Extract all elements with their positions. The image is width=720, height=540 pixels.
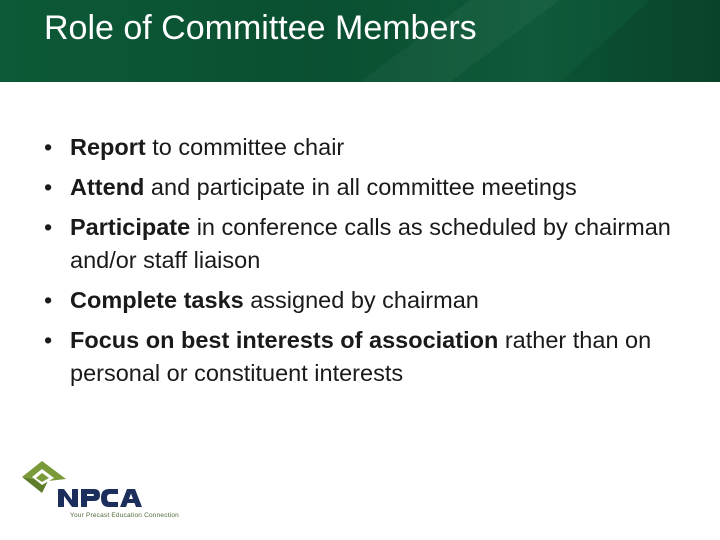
bullet-item — [44, 171, 694, 204]
bullet-bold-text: Participate — [70, 214, 191, 240]
bullet-bold-text: Attend — [70, 174, 145, 200]
logo-tagline: Your Precast Education Connection — [70, 512, 179, 519]
bullet-text: assigned by chairman — [243, 287, 479, 313]
bullet-item — [44, 324, 694, 390]
bullet-item — [44, 284, 694, 317]
bullet-list — [44, 131, 694, 397]
bullet-marker: • — [44, 134, 53, 160]
bullet-bold-text: Complete tasks — [70, 287, 244, 313]
npca-wordmark — [58, 489, 142, 507]
npca-emblem-icon — [22, 461, 66, 493]
bullet-text: in conference calls as scheduled by chairman and/or staff liaison — [70, 214, 671, 273]
bullet-text: rather than on personal or constituent interests — [70, 327, 652, 386]
bullet-item — [44, 211, 694, 277]
slide-header-banner — [0, 0, 720, 82]
bullet-marker: • — [44, 214, 53, 240]
bullet-text: and participate in all committee meetings — [144, 174, 577, 200]
bullet-marker: • — [44, 287, 53, 313]
bullet-marker: • — [44, 327, 53, 353]
bullet-bold-text: Report — [70, 134, 146, 160]
bullet-marker: • — [44, 174, 53, 200]
slide-title: Role of Committee Members — [44, 9, 477, 47]
bullet-bold-text: Focus on best interests of association — [70, 327, 499, 353]
bullet-text: to committee chair — [145, 134, 345, 160]
bullet-item — [44, 131, 694, 164]
